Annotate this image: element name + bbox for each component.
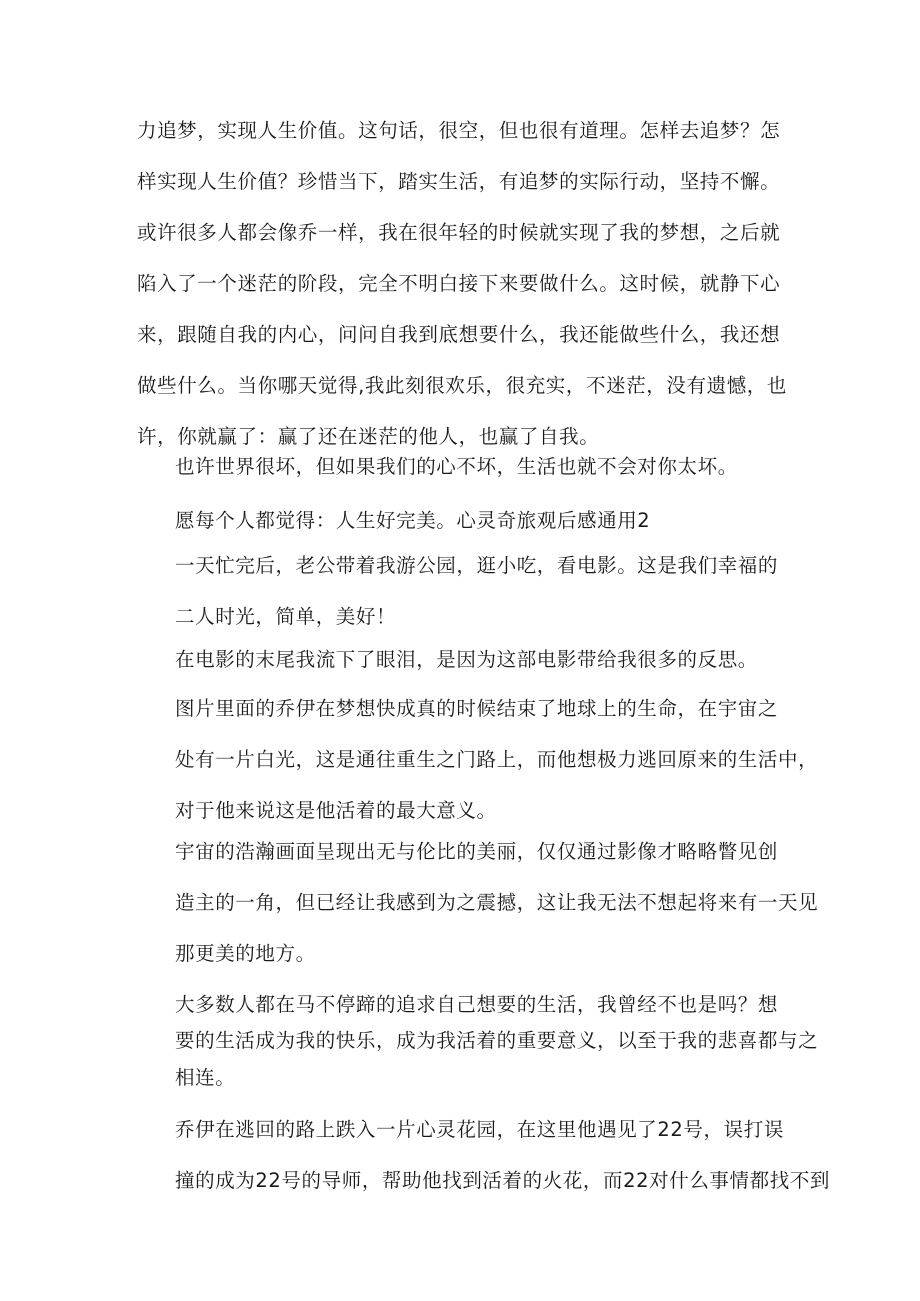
text-line: 也许世界很坏，但如果我们的心不坏，生活也就不会对你太坏。: [175, 455, 738, 478]
text-line: 相连。: [175, 1065, 236, 1089]
text-line: 处有一片白光，这是通往重生之门路上，而他想极力逃回原来的生活中，: [175, 747, 819, 771]
text-line: 宇宙的浩瀚画面呈现出无与伦比的美丽，仅仅通过影像才略略瞥见创: [175, 840, 779, 863]
paragraph-1: [137, 119, 789, 448]
text-line: 乔伊在逃回的路上跌入一片心灵花园，在这里他遇见了22号，误打误: [175, 1118, 784, 1141]
text-line: 二人时光，简单，美好！: [175, 604, 397, 628]
text-line: 或许很多人都会像乔一样，我在很年轻的时候就实现了我的梦想，之后就: [137, 220, 781, 244]
text-line: 力追梦，实现人生价值。这句话，很空，但也很有道理。怎样去追梦？怎: [137, 119, 781, 142]
text-line: 样实现人生价值？珍惜当下，踏实生活，有追梦的实际行动，坚持不懈。: [137, 169, 781, 193]
paragraph-4: [137, 554, 827, 628]
text-line: 那更美的地方。: [175, 941, 316, 965]
paragraph-8: [137, 993, 827, 1089]
paragraph-2: [137, 455, 827, 478]
text-line: 来，跟随自我的内心，问问自我到底想要什么，我还能做些什么，我还想: [137, 322, 781, 346]
text-line: 撞的成为22号的导师，帮助他找到活着的火花，而22对什么事情都找不到: [175, 1168, 831, 1192]
paragraph-9: [137, 1118, 831, 1192]
paragraph-7: [137, 840, 827, 965]
text-line: 对于他来说这是他活着的最大意义。: [175, 798, 497, 822]
paragraph-3: [137, 509, 827, 532]
text-line: 陷入了一个迷茫的阶段，完全不明白接下来要做什么。这时候，就静下心: [137, 271, 781, 295]
text-line: 许，你就赢了：赢了还在迷茫的他人，也赢了自我。: [137, 424, 600, 448]
text-line: 在电影的末尾我流下了眼泪，是因为这部电影带给我很多的反思。: [175, 648, 758, 671]
paragraph-6: [137, 697, 827, 822]
paragraph-5: [137, 648, 827, 671]
text-line: 做些什么。当你哪天觉得,我此刻很欢乐，很充实，不迷茫，没有遗憾，也: [137, 373, 787, 397]
text-line: 愿每个人都觉得：人生好完美。心灵奇旅观后感通用2: [175, 509, 651, 532]
text-line: 要的生活成为我的快乐，成为我活着的重要意义，以至于我的悲喜都与之: [175, 1029, 819, 1053]
text-line: 一天忙完后，老公带着我游公园，逛小吃，看电影。这是我们幸福的: [175, 554, 779, 577]
text-line: 大多数人都在马不停蹄的追求自己想要的生活，我曾经不也是吗？想: [175, 993, 779, 1016]
text-line: 造主的一角，但已经让我感到为之震撼，这让我无法不想起将来有一天见: [175, 890, 819, 914]
text-line: 图片里面的乔伊在梦想快成真的时候结束了地球上的生命，在宇宙之: [175, 697, 779, 720]
